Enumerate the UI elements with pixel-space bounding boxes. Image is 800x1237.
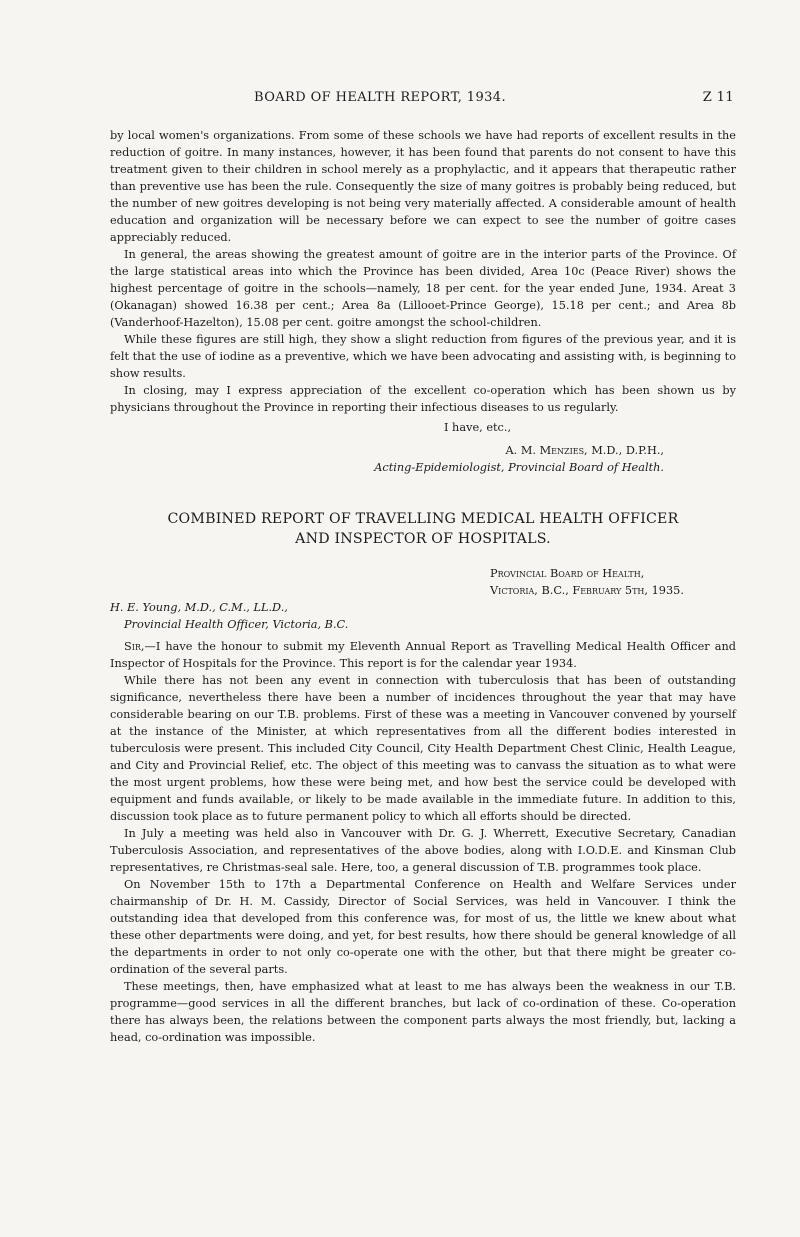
- addressee-line1: H. E. Young, M.D., C.M., LL.D.,: [110, 601, 288, 614]
- section-heading: [110, 509, 736, 549]
- paragraph: In general, the areas showing the greatest amount of goitre are in the interior parts of the Province. Of the large statistical areas into which the Province has been divided, Area 10c (Peace River) shows the highest percentage of goitre in the schools—namely, 18 per cent. for the year ended June, 1934. Areat 3 (Okanagan) showed 16.38 per cent.; Area 8a (Lillooet-Prince George), 15.18 per cent.; and Area 8b (Vanderhoof-Hazelton), 15.08 per cent. goitre amongst the school-children.: [110, 248, 736, 329]
- paragraph: by local women's organizations. From some of these schools we have had reports of excellent results in the reduction of goitre. In many instances, however, it has been found that parents do not consent to have this treatment given to their children in school merely as a prophylactic, and it appears that therapeutic rather than preventive use has been the rule. Consequently the size of many goitres is probably being reduced, but the number of new goitres developing is not being very materially affected. A considerable amount of health education and organization will be necessary before we can expect to see the number of goitre cases appreciably reduced.: [110, 129, 736, 244]
- page-number: Z 11: [702, 90, 734, 105]
- salutation: Sir,: [124, 640, 145, 653]
- addressee-line2: Provincial Health Officer, Victoria, B.C.: [124, 618, 349, 631]
- report-opening-paragraph: [110, 638, 736, 672]
- running-head-title: BOARD OF HEALTH REPORT, 1934.: [254, 90, 507, 105]
- paragraph: While these figures are still high, they show a slight reduction from figures of the previous year, and it is felt that the use of iodine as a preventive, which we have been advocating and assisting with, is beginning to show results.: [110, 333, 736, 380]
- section-heading-line2: AND INSPECTOR OF HOSPITALS.: [295, 531, 551, 547]
- sender-address-line1: Provincial Board of Health,: [490, 567, 645, 580]
- opening-text: —I have the honour to submit my Eleventh Annual Report as Travelling Medical Health Officer and Inspector of Hospitals for the Province. This report is for the calendar year 1934.: [110, 640, 736, 670]
- paragraph: While there has not been any event in connection with tuberculosis that has been of outstanding significance, nevertheless there have been a number of incidences throughout the year that may have considerable bearing on our T.B. problems. First of these was a meeting in Vancouver convened by yourself at the instance of the Minister, at which representatives from all the different bodies interested in tuberculosis were present. This included City Council, City Health Department Chest Clinic, Health League, and City and Provincial Relief, etc. The object of this meeting was to canvass the situation as to what were the most urgent problems, how these were being met, and how best the service could be developed with equipment and funds available, or likely to be made available in the immediate future. In addition to this, discussion took place as to future permanent policy to which all efforts should be directed.: [110, 674, 736, 823]
- paragraph: In closing, may I express appreciation of the excellent co-operation which has been shown us by physicians throughout the Province in reporting their infectious diseases to us regularly.: [110, 384, 736, 414]
- signature-name: A. M. Menzies, M.D., D.P.H.,: [505, 444, 664, 457]
- closing: I have, etc.,: [444, 421, 512, 434]
- paragraph: On November 15th to 17th a Departmental Conference on Health and Welfare Services under chairmanship of Dr. H. M. Cassidy, Director of Social Services, was held in Vancouver. I think the outstanding idea that developed from this conference was, for most of us, the little we knew about what these other departments were doing, and yet, for best results, how there should be general knowledge of all the departments in order to not only co-operate one with the other, but that there might be greater co-ordination of the several parts.: [110, 878, 736, 976]
- paragraph: In July a meeting was held also in Vancouver with Dr. G. J. Wherrett, Executive Secretary, Canadian Tuberculosis Association, and representatives of the above bodies, along with I.O.D.E. and Kinsman Club representatives, re Christmas-seal sale. Here, too, a general discussion of T.B. programmes took place.: [110, 827, 736, 874]
- section-heading-line1: COMBINED REPORT OF TRAVELLING MEDICAL HEALTH OFFICER: [167, 511, 679, 527]
- signature-title: Acting-Epidemiologist, Provincial Board of Health.: [374, 461, 664, 474]
- paragraph: These meetings, then, have emphasized what at least to me has always been the weakness in our T.B. programme—good services in all the different branches, but lack of co-ordination of these. Co-operation there has always been, the relations between the component parts always the most friendly, but, lacking a head, co-ordination was impossible.: [110, 980, 736, 1044]
- body-text: [110, 127, 736, 1046]
- sender-address-line2: Victoria, B.C., February 5th, 1935.: [490, 584, 684, 597]
